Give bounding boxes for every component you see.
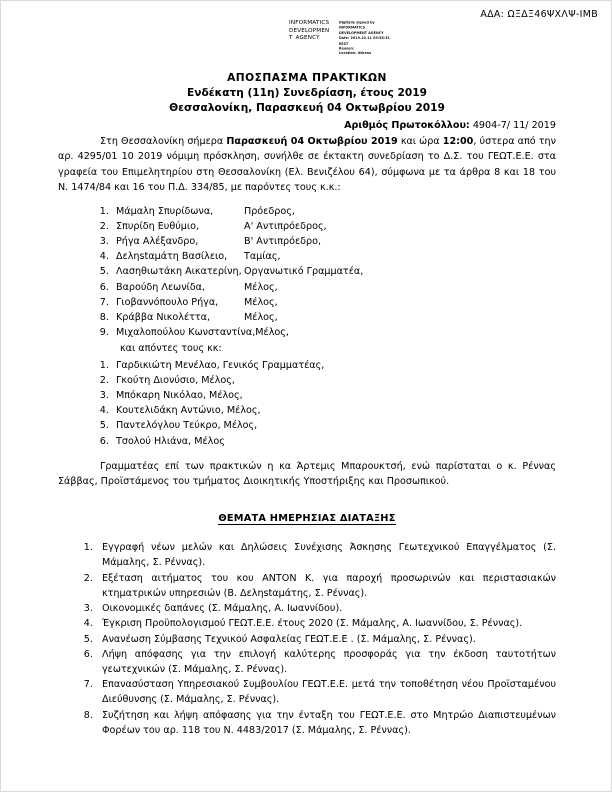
list-item	[112, 204, 556, 219]
list-item	[112, 418, 556, 433]
list-item: 6. Λήψη απόφασης για την επιλογή καλύτερης προσφοράς για την έκδοση ταυτοτήτων γεωτεχνικών (Σ. Μάμαλης, Σ. Ρέννας).	[96, 647, 556, 677]
protocol-number-line	[58, 119, 556, 133]
agenda-items-list	[58, 540, 556, 738]
list-item	[112, 249, 556, 264]
list-item	[112, 310, 556, 325]
list-item	[112, 219, 556, 234]
member-name: Κράββα Νικολέττα,	[116, 312, 211, 324]
signature-detail-line-1: Digitally signed by	[339, 20, 375, 25]
intro-bold-time: 12:00	[442, 136, 474, 147]
member-name: Βαρούδη Λεωνίδα,	[116, 281, 206, 293]
list-item: 2. Εξέταση αιτήματος του κου ANTON K. για παροχή προσωρινών και περιστασιακών κτηματρικών υπηρεσιών (Β. Δεληstαμάτης, Σ. Ρέννας).	[96, 571, 556, 601]
member-name: Ρήγα Αλέξανδρο,	[116, 236, 199, 248]
list-item	[112, 280, 556, 295]
list-item	[112, 234, 556, 249]
list-item	[112, 325, 556, 340]
page-title: ΑΠΟΣΠΑΣΜΑ ΠΡΑΚΤΙΚΩΝ	[227, 72, 387, 84]
member-name: Γαρδικιώτη Μενέλαο, Γενικός Γραμματέας,	[116, 359, 325, 371]
list-item	[112, 264, 556, 279]
idika-signature-stamp	[289, 20, 409, 54]
list-item	[112, 434, 556, 449]
member-role: Β' Αντιπρόεδρο,	[244, 236, 322, 248]
signature-detail-line-7: Location: Athens	[339, 51, 372, 56]
member-name: Σπυρίδη Ευθύμιο,	[116, 220, 200, 232]
member-name: Γιοβαννόπουλο Ρήγα,	[116, 296, 219, 308]
list-item	[112, 358, 556, 373]
intro-text-2: και ώρα	[397, 136, 443, 147]
member-name: Μπόκαρη Νικόλαο, Μέλος,	[116, 390, 243, 402]
protocol-number-label: Αριθμός Πρωτοκόλλου:	[344, 120, 470, 131]
list-item: 7. Επανασύσταση Υπηρεσιακού Συμβουλίου ΓΕΩΤ.Ε.Ε. μετά την τοποθέτηση νέου Προϊσταμένου Διεύθυνσης (Σ. Μάμαλης, Σ. Ρέννας).	[96, 677, 556, 707]
session-location-date: Θεσσαλονίκη, Παρασκευή 04 Οκτωβρίου 2019	[169, 102, 445, 114]
absent-members-list	[58, 358, 556, 449]
secretary-paragraph: Γραμματέας επί των πρακτικών η κα Άρτεμις Μπαρουκτσή, ενώ παρίσταται ο κ. Ρέννας Σάββας, Προϊστάμενος του τμήματος Διοικητικής Υποστήριξης και Προσωπικού.	[58, 460, 556, 488]
member-name: Τσολού Ηλιάνα, Μέλος	[116, 435, 225, 447]
member-name: Μιχαλοπούλου Κωνσταντίνα,	[116, 327, 256, 339]
member-name: Παντελόγλου Τεύκρο, Μέλος,	[116, 420, 258, 432]
list-item: 4. Έγκριση Προϋπολογισμού ΓΕΩΤ.Ε.Ε. έτους 2020 (Σ. Μάμαλης, Α. Ιωαννίδου, Σ. Ρέννας).	[96, 616, 556, 631]
document-header	[1, 1, 612, 59]
signature-agency-line-2: DEVELOPMEN	[289, 27, 330, 34]
present-members-list	[58, 204, 556, 341]
member-role: Μέλος,	[244, 312, 278, 324]
member-role: Μέλος,	[255, 327, 289, 339]
document-title-block	[57, 71, 557, 116]
list-item	[112, 403, 556, 418]
list-item	[112, 295, 556, 310]
member-name: Δεληstαμάτη Βασίλειο,	[116, 251, 228, 263]
member-name: Λασηθιωτάκη Αικατερίνη,	[116, 266, 242, 278]
ada-code: ΑΔΑ: ΩΞΔΞ46ΨΧΛΨ-ΙΜΒ	[480, 9, 598, 20]
signature-detail-line-4: Date: 2019.10.11 09:55:31	[339, 35, 390, 41]
list-item: 3. Οικονομικές δαπάνες (Σ. Μάμαλης, Α. Ιωαννίδου).	[96, 601, 556, 616]
signature-agency-line-3: T AGENCY	[289, 35, 320, 42]
list-item: 1. Εγγραφή νέων μελών και Δηλώσεις Συνέχισης Άσκησης Γεωτεχνικού Επαγγέλματος (Σ. Μάμαλης, Σ. Ρέννας).	[96, 540, 556, 570]
signature-detail-line-6: Reason:	[339, 45, 355, 51]
member-name: Μάμαλη Σπυρίδωνα,	[116, 205, 214, 217]
absent-members-label: και απόντες τους κκ:	[120, 343, 222, 355]
member-name: Γκούτη Διονύσιο, Μέλος,	[116, 374, 235, 386]
intro-text-1: Στη Θεσσαλονίκη σήμερα	[100, 136, 227, 147]
member-role: Μέλος,	[244, 296, 278, 308]
member-role: Μέλος,	[244, 281, 278, 293]
member-role: Α' Αντιπρόεδρος,	[244, 220, 327, 232]
session-subtitle: Ενδέκατη (11η) Συνεδρίαση, έτους 2019	[187, 87, 427, 99]
list-item	[112, 388, 556, 403]
signature-detail-line-5: EEST	[339, 40, 349, 46]
intro-text-3: , ύστερα από την αρ. 4295/01 10 2019 νόμιμη πρόσκληση, συνήλθε σε έκτακτη συνεδρίαση το Δ.Σ. του ΓΕΩΤ.Ε.Ε. στα γραφεία του Επιμελητηρίου στη Θεσσαλονίκη (Ελ. Βενιζέλου 64), σύμφωνα με τα άρθρα 8 και 18 του Ν. 1474/84 και 16 του Π.Δ. 334/85, με παρόντες τους κ.κ.:	[58, 136, 556, 194]
intro-paragraph	[58, 134, 556, 196]
member-name: Κουτελιδάκη Αντώνιο, Μέλος,	[116, 405, 261, 417]
document-body	[58, 119, 556, 738]
agenda-heading	[58, 512, 556, 527]
signature-details-block	[339, 20, 409, 56]
signature-agency-line-1: INFORMATICS	[289, 20, 330, 26]
signature-detail-line-3: DEVELOPMENT AGENCY	[339, 30, 384, 36]
agenda-heading-text: ΘΕΜΑΤΑ ΗΜΕΡΗΣΙΑΣ ΔΙΑΤΑΞΗΣ	[218, 512, 396, 524]
list-item: 5. Ανανέωση Σύμβασης Τεχνικού Ασφαλείας ΓΕΩΤ.Ε.Ε . (Σ. Μάμαλης, Σ. Ρέννας).	[96, 632, 556, 647]
member-role: Οργανωτικό Γραμματέα,	[244, 266, 364, 278]
list-item	[112, 373, 556, 388]
intro-bold-date: Παρασκευή 04 Οκτωβρίου 2019	[226, 136, 398, 147]
signature-detail-line-2: INFORMATICS	[339, 25, 366, 30]
protocol-number-value: 4904-7/ 11/ 2019	[472, 120, 556, 131]
list-item: 8. Συζήτηση και λήψη απόφασης για την ένταξη του ΓΕΩΤ.Ε.Ε. στο Μητρώο Διαπιστευμένων Φορέων του αρ. 118 του Ν. 4483/2017 (Σ. Μάμαλης, Σ. Ρέννας).	[96, 708, 556, 738]
member-role: Πρόεδρος,	[244, 205, 295, 217]
member-role: Ταμίας,	[244, 251, 281, 263]
